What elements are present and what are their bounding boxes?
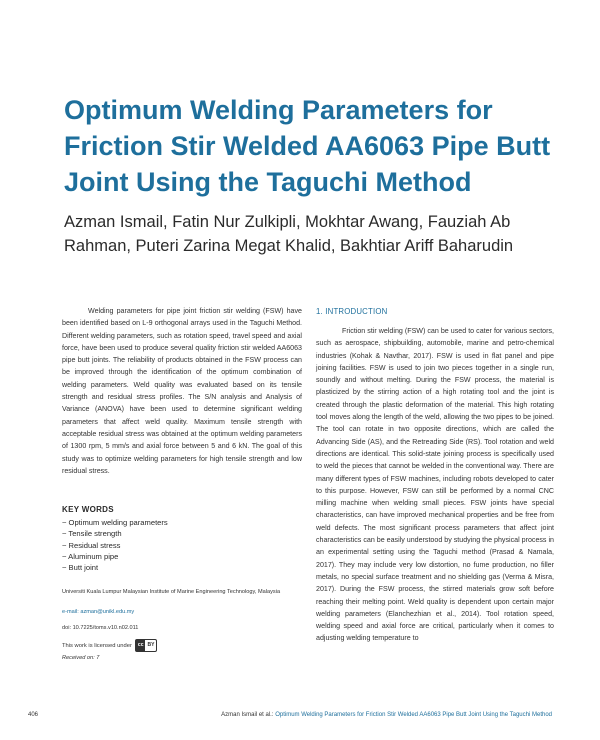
keywords-list [62, 517, 168, 573]
section-heading: 1. INTRODUCTION [316, 307, 388, 316]
license-line [62, 639, 157, 652]
keyword-item: ~ Tensile strength [62, 529, 122, 539]
keyword-item: ~ Butt joint [62, 563, 99, 573]
affiliation: Universiti Kuala Lumpur Malaysian Institute of Marine Engineering Technology, Malaysia [62, 589, 281, 595]
paper-title: Optimum Welding Parameters for Friction Stir Welded AA6063 Pipe Butt Joint Using the Taguchi Method [64, 95, 551, 197]
running-authors: Azman Ismail et al.: [221, 712, 276, 718]
page-footer [0, 712, 600, 726]
abstract: Welding parameters for pipe joint friction stir welding (FSW) have been identified based on L-9 orthogonal arrays used in the Taguchi Method. Different welding parameters, such as rotation speed, travel speed and axial force, have been used to produce several quality friction stir welded AA6063 pipe butt joints. The reliability of products obtained in the FSW process can be improved through the identification of the optimum combination of welding parameters. Weld quality was evaluated based on its tensile strength and residual stress profiles. The S/N analysis and Analysis of Variance (ANOVA) have been used to determine significant welding parameters that affect weld quality. Maximum tensile strength with acceptable residual stress was obtained at the optimum welding parameters of 1300 rpm, 5 mm/s and axial force between 5 and 6 kN. The goal of this study was to optimize welding parameters for high tensile strength and low residual stress. [62, 307, 302, 475]
keyword-item: ~ Aluminum pipe [62, 551, 119, 561]
received-date: Received on: 7 [62, 655, 100, 661]
cc-badge-right: BY [147, 642, 155, 648]
page-number: 406 [28, 712, 39, 718]
license-text: This work is licensed under [62, 642, 132, 649]
running-title: Optimum Welding Parameters for Friction Stir Welded AA6063 Pipe Butt Joint Using the Taguchi Method [275, 712, 552, 718]
keywords-heading: KEY WORDS [62, 505, 114, 514]
keyword-item: ~ Optimum welding parameters [62, 518, 168, 527]
cc-badge-left: cc [136, 640, 146, 651]
cc-by-badge-icon[interactable] [135, 639, 158, 652]
keyword-item: ~ Residual stress [62, 540, 121, 550]
running-head [221, 712, 552, 718]
doi: doi: 10.7225/toms.v10.n02.011 [62, 625, 139, 631]
author-list: Azman Ismail, Fatin Nur Zulkipli, Mokhtar Awang, Fauziah Ab Rahman, Puteri Zarina Megat Khalid, Bakhtiar Ariff Baharudin [64, 213, 514, 255]
introduction-body: Friction stir welding (FSW) can be used to cater for various sectors, such as aerospace, shipbuilding, automobile, marine and petro-chemical industries (Kohak & Navthar, 2017). FSW is used in flat panel and pipe joining facilities. FSW is used to join two pieces together in a single run, soundly and without melting. During the FSW process, the material is plasticized by the stirring action of a high rotating tool and the joint is created through the plastic deformation of the material. This high rotating tool moves along the length of the weld, allowing the two pipes to be joined. The tool can rotate in two opposite directions, which are called the Advancing Side (AS), and the Retreading Side (RS). Tool rotation and weld directions are identical. This solid-state joining process is specifically used to weld the pieces that cannot be welded in the conventional way. There are many different types of FSW machines, including robots developed to cater to this purpose. However, FSW can still be performed by a normal CNC milling machine when welding small pieces. FSW joints have special characteristics, can have improved mechanical properties and be free from weld defects. The most significant process parameters that affect joint characteristics can be easily understood by studying the physical process in an experimental setting using the Taguchi method (Prasad & Namala, 2017). They may include very low distortion, no fume production, no filler metals, no special surface treatment and no shielding gas (Verma & Misra, 2017). During the FSW process, the stirred materials grow soft before reaching their melting point. Weld quality is dependent upon certain major welding parameters (Elanchezhian et al., 2014). Tool rotation speed, welding speed and axial force are critical, particularly when it comes to adjusting welding temperature to [316, 327, 554, 643]
email-link[interactable]: e-mail: azman@unikl.edu.my [62, 609, 135, 615]
